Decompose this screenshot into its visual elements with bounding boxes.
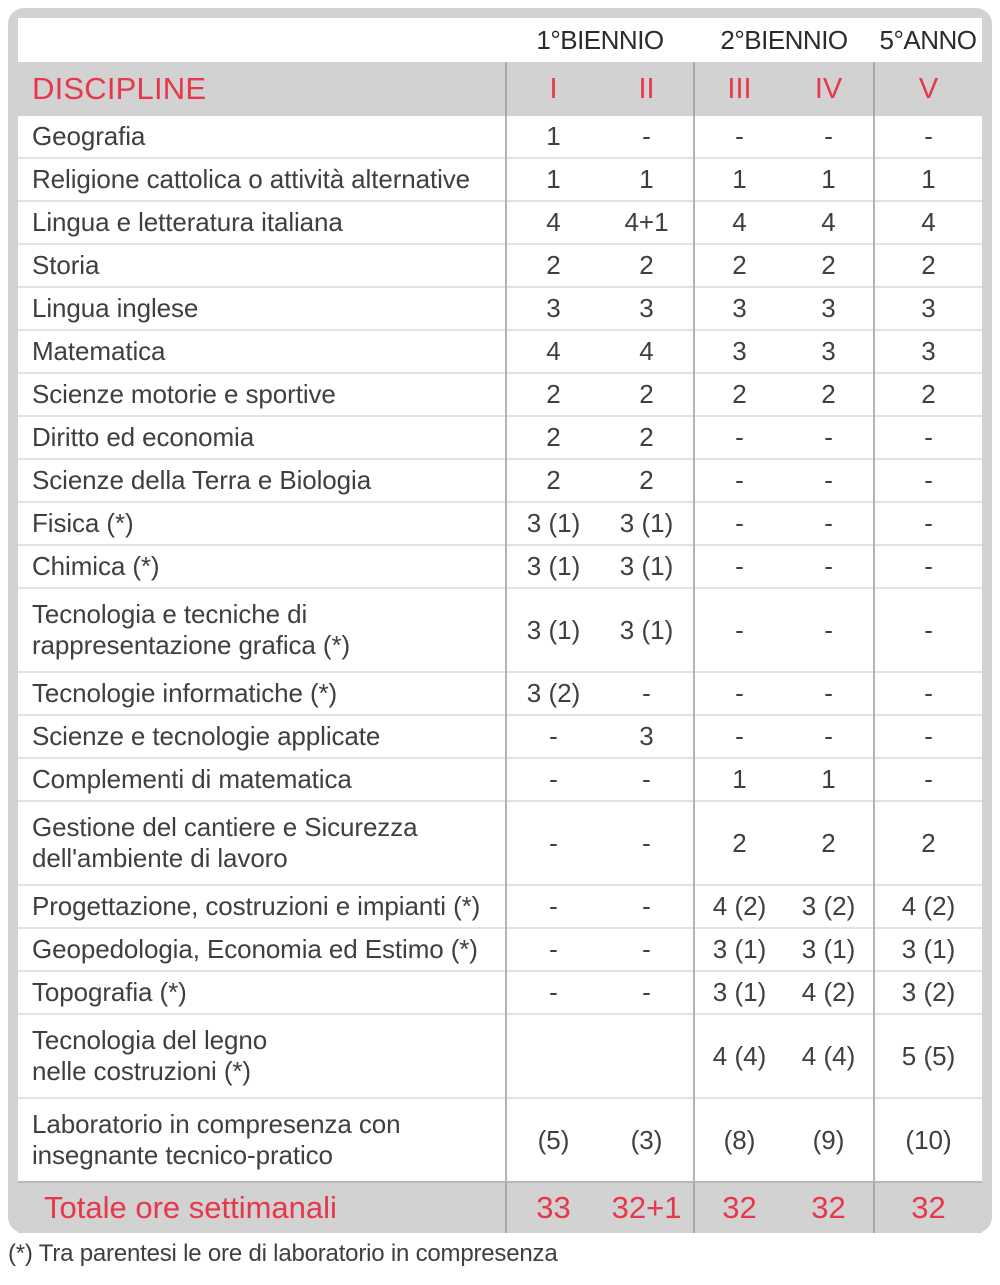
hours-year-ii: 2: [600, 416, 694, 459]
discipline-name-line1: Lingua inglese: [32, 293, 199, 324]
discipline-name: [18, 1014, 506, 1098]
hours-year-v: -: [874, 672, 982, 715]
hours-year-i: 1: [506, 116, 600, 158]
hours-year-iii: -: [694, 672, 784, 715]
period-header-secondo-biennio: [694, 18, 874, 62]
table-footer: [18, 1182, 982, 1233]
hours-year-ii: 4: [600, 330, 694, 373]
hours-year-ii: 4+1: [600, 201, 694, 244]
hours-year-iii: 3 (1): [694, 971, 784, 1014]
discipline-name: [18, 502, 506, 545]
year-header-i: I: [506, 62, 600, 116]
hours-year-iv: -: [784, 715, 874, 758]
hours-year-v: -: [874, 715, 982, 758]
hours-year-iii: -: [694, 459, 784, 502]
hours-year-ii: 1: [600, 158, 694, 201]
table-row: [18, 459, 982, 502]
hours-year-v: 4 (2): [874, 885, 982, 928]
discipline-name: [18, 928, 506, 971]
period-label-3: 5°ANNO: [879, 24, 977, 55]
footnote-text: (*) Tra parentesi le ore di laboratorio in compresenza: [8, 1240, 558, 1267]
discipline-name-line1: Tecnologia e tecniche di: [32, 599, 308, 630]
table-row: [18, 373, 982, 416]
hours-year-ii: -: [600, 801, 694, 885]
hours-year-i: -: [506, 928, 600, 971]
discipline-name-line1: Storia: [32, 250, 100, 281]
discipline-name-line1: Fisica (*): [32, 508, 134, 539]
hours-year-ii: -: [600, 928, 694, 971]
discipline-name-line1: Geografia: [32, 121, 146, 152]
hours-year-iii: 1: [694, 158, 784, 201]
discipline-name-line1: Scienze motorie e sportive: [32, 379, 336, 410]
discipline-name: [18, 244, 506, 287]
table-row: [18, 1098, 982, 1182]
discipline-name: [18, 201, 506, 244]
discipline-name: [18, 545, 506, 588]
period-header-quinto-anno: [874, 18, 982, 62]
hours-year-iii: -: [694, 715, 784, 758]
hours-year-iv: 3: [784, 330, 874, 373]
curriculum-hours-table: [18, 18, 982, 1233]
table-row: [18, 330, 982, 373]
hours-year-iv: 2: [784, 801, 874, 885]
hours-year-i: 3 (1): [506, 502, 600, 545]
hours-year-iii: 2: [694, 244, 784, 287]
hours-year-i: 3 (1): [506, 545, 600, 588]
table-row: [18, 244, 982, 287]
hours-year-ii: 2: [600, 244, 694, 287]
hours-year-v: -: [874, 758, 982, 801]
hours-year-iii: 4 (4): [694, 1014, 784, 1098]
discipline-name-line1: Geopedologia, Economia ed Estimo (*): [32, 934, 478, 965]
hours-year-iv: 4 (2): [784, 971, 874, 1014]
table-row: [18, 715, 982, 758]
hours-year-ii: -: [600, 116, 694, 158]
hours-year-iii: 4: [694, 201, 784, 244]
discipline-name: [18, 1098, 506, 1182]
table-row: [18, 928, 982, 971]
hours-year-ii: -: [600, 971, 694, 1014]
hours-year-v: -: [874, 416, 982, 459]
total-row: [18, 1182, 982, 1233]
discipline-name-line1: Chimica (*): [32, 551, 160, 582]
total-value-v: 32: [874, 1182, 982, 1233]
table-row: [18, 545, 982, 588]
hours-year-iii: 3: [694, 287, 784, 330]
hours-year-i: 4: [506, 201, 600, 244]
period-label-1: 1°BIENNIO: [536, 24, 664, 55]
discipline-name: [18, 672, 506, 715]
table-row: [18, 116, 982, 158]
discipline-name: [18, 715, 506, 758]
hours-year-i: 3 (1): [506, 588, 600, 672]
hours-year-iv: -: [784, 502, 874, 545]
hours-year-v: (10): [874, 1098, 982, 1182]
discipline-name: [18, 459, 506, 502]
hours-year-iv: 3 (1): [784, 928, 874, 971]
total-value-i: 33: [506, 1182, 600, 1233]
hours-year-v: 3: [874, 330, 982, 373]
hours-year-v: 3 (2): [874, 971, 982, 1014]
period-header-primo-biennio: [506, 18, 694, 62]
discipline-column-header: DISCIPLINE: [18, 62, 506, 116]
discipline-name-line1: Diritto ed economia: [32, 422, 255, 453]
hours-year-iii: 1: [694, 758, 784, 801]
discipline-name-line1: Topografia (*): [32, 977, 187, 1008]
discipline-name-line2: rappresentazione grafica (*): [32, 630, 351, 660]
discipline-name-line2: nelle costruzioni (*): [32, 1056, 251, 1086]
discipline-name: [18, 758, 506, 801]
table-row: [18, 502, 982, 545]
discipline-name: [18, 116, 506, 158]
discipline-name: [18, 330, 506, 373]
table-body: [18, 116, 982, 1182]
hours-year-iii: 4 (2): [694, 885, 784, 928]
hours-year-v: 1: [874, 158, 982, 201]
hours-year-iv: -: [784, 116, 874, 158]
hours-year-v: -: [874, 116, 982, 158]
discipline-name: [18, 588, 506, 672]
discipline-name: [18, 373, 506, 416]
year-header-row: [18, 62, 982, 116]
hours-year-ii: [600, 1014, 694, 1098]
hours-year-iv: 1: [784, 158, 874, 201]
table-row: [18, 971, 982, 1014]
hours-year-i: [506, 1014, 600, 1098]
discipline-name: [18, 158, 506, 201]
hours-year-iii: -: [694, 588, 784, 672]
hours-year-v: -: [874, 502, 982, 545]
hours-year-iv: 3: [784, 287, 874, 330]
total-value-iv: 32: [784, 1182, 874, 1233]
total-label: Totale ore settimanali: [18, 1182, 506, 1233]
discipline-name-line1: Scienze e tecnologie applicate: [32, 721, 381, 752]
hours-year-i: 3 (2): [506, 672, 600, 715]
hours-year-iv: -: [784, 459, 874, 502]
hours-year-v: 3 (1): [874, 928, 982, 971]
hours-year-iv: -: [784, 416, 874, 459]
hours-year-ii: -: [600, 672, 694, 715]
discipline-name-line1: Progettazione, costruzioni e impianti (*): [32, 891, 481, 922]
hours-year-v: 4: [874, 201, 982, 244]
hours-year-ii: 2: [600, 459, 694, 502]
hours-year-i: 1: [506, 158, 600, 201]
discipline-name: [18, 801, 506, 885]
hours-year-i: (5): [506, 1098, 600, 1182]
hours-year-iii: -: [694, 502, 784, 545]
year-header-iii: III: [694, 62, 784, 116]
discipline-name-line1: Scienze della Terra e Biologia: [32, 465, 372, 496]
hours-year-ii: -: [600, 885, 694, 928]
table-row: [18, 158, 982, 201]
hours-year-iii: -: [694, 545, 784, 588]
hours-year-iii: 3 (1): [694, 928, 784, 971]
table-row: [18, 758, 982, 801]
hours-year-iii: -: [694, 116, 784, 158]
table-row: [18, 416, 982, 459]
hours-year-i: 2: [506, 244, 600, 287]
discipline-name-line1: Tecnologia del legno: [32, 1025, 268, 1056]
period-label-2: 2°BIENNIO: [720, 24, 848, 55]
hours-year-i: 2: [506, 373, 600, 416]
hours-year-iv: 2: [784, 373, 874, 416]
hours-year-v: -: [874, 588, 982, 672]
hours-year-i: -: [506, 715, 600, 758]
hours-year-v: 3: [874, 287, 982, 330]
discipline-name-line1: Tecnologie informatiche (*): [32, 678, 338, 709]
year-header-ii: II: [600, 62, 694, 116]
discipline-name: [18, 287, 506, 330]
table-row: [18, 801, 982, 885]
discipline-name-line1: Matematica: [32, 336, 166, 367]
discipline-name-line1: Laboratorio in compresenza con: [32, 1109, 401, 1140]
discipline-name-line1: Lingua e letteratura italiana: [32, 207, 343, 238]
table-row: [18, 1014, 982, 1098]
hours-year-v: 2: [874, 801, 982, 885]
hours-year-v: 2: [874, 373, 982, 416]
hours-year-v: 2: [874, 244, 982, 287]
hours-year-ii: 3 (1): [600, 502, 694, 545]
discipline-name: [18, 885, 506, 928]
hours-year-iv: (9): [784, 1098, 874, 1182]
discipline-name-line2: dell'ambiente di lavoro: [32, 843, 288, 873]
discipline-name-line2: insegnante tecnico-pratico: [32, 1140, 333, 1170]
hours-year-iv: -: [784, 545, 874, 588]
hours-year-iii: (8): [694, 1098, 784, 1182]
hours-year-i: 4: [506, 330, 600, 373]
hours-year-ii: 3 (1): [600, 545, 694, 588]
hours-year-v: -: [874, 545, 982, 588]
hours-year-i: -: [506, 885, 600, 928]
table-header: [18, 18, 982, 116]
discipline-name: [18, 416, 506, 459]
hours-year-iii: 2: [694, 373, 784, 416]
hours-year-iv: 3 (2): [784, 885, 874, 928]
hours-year-iv: 4 (4): [784, 1014, 874, 1098]
hours-year-ii: 3: [600, 287, 694, 330]
hours-year-i: -: [506, 801, 600, 885]
hours-year-ii: 3 (1): [600, 588, 694, 672]
hours-year-iv: 1: [784, 758, 874, 801]
table-row: [18, 885, 982, 928]
hours-year-iii: -: [694, 416, 784, 459]
total-value-iii: 32: [694, 1182, 784, 1233]
table-row: [18, 201, 982, 244]
hours-year-iv: 2: [784, 244, 874, 287]
table-row: [18, 672, 982, 715]
table-row: [18, 588, 982, 672]
hours-year-v: -: [874, 459, 982, 502]
discipline-name: [18, 971, 506, 1014]
year-header-iv: IV: [784, 62, 874, 116]
hours-year-ii: 3: [600, 715, 694, 758]
hours-year-ii: -: [600, 758, 694, 801]
total-value-ii: 32+1: [600, 1182, 694, 1233]
hours-year-i: 3: [506, 287, 600, 330]
hours-year-iii: 3: [694, 330, 784, 373]
hours-year-v: 5 (5): [874, 1014, 982, 1098]
hours-year-i: -: [506, 758, 600, 801]
period-header-row: [18, 18, 982, 62]
hours-year-ii: (3): [600, 1098, 694, 1182]
table-row: [18, 287, 982, 330]
hours-year-iii: 2: [694, 801, 784, 885]
period-header-spacer: [18, 18, 506, 62]
year-header-v: V: [874, 62, 982, 116]
hours-year-iv: -: [784, 672, 874, 715]
hours-year-i: 2: [506, 459, 600, 502]
hours-year-iv: 4: [784, 201, 874, 244]
hours-year-ii: 2: [600, 373, 694, 416]
discipline-name-line1: Gestione del cantiere e Sicurezza: [32, 812, 418, 843]
hours-year-i: -: [506, 971, 600, 1014]
discipline-name-line1: Religione cattolica o attività alternative: [32, 164, 471, 195]
discipline-name-line1: Complementi di matematica: [32, 764, 352, 795]
hours-year-iv: -: [784, 588, 874, 672]
hours-year-i: 2: [506, 416, 600, 459]
